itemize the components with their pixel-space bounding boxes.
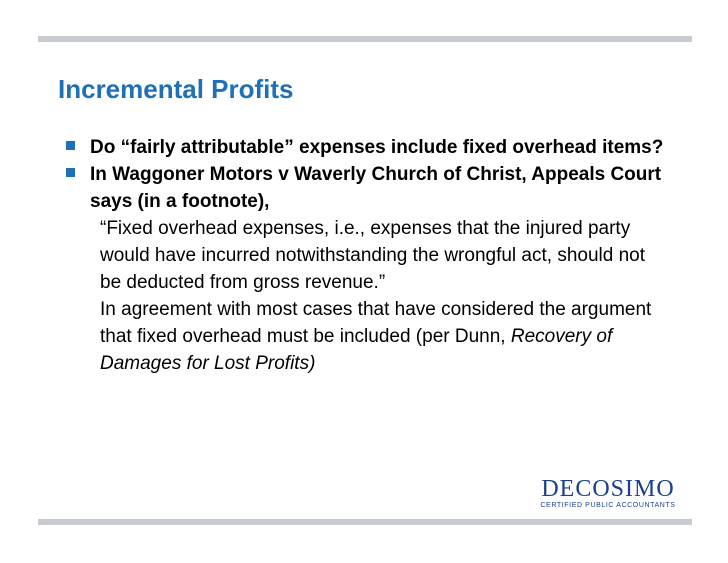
- logo-tagline: CERTIFIED PUBLIC ACCOUNTANTS: [540, 502, 676, 509]
- bottom-divider: [38, 519, 692, 525]
- logo-name: DECOSIMO: [541, 476, 675, 502]
- citation-title: Recovery of Damages for Lost Profits): [100, 326, 613, 374]
- agreement-paragraph: [100, 296, 666, 377]
- square-bullet-icon: [66, 141, 75, 150]
- agreement-text: In agreement with most cases that have considered the argument that fixed overhead must be included (per Dunn,: [100, 299, 652, 347]
- bullet-list: [66, 134, 666, 377]
- slide-title: Incremental Profits: [58, 74, 294, 104]
- court-quote: “Fixed overhead expenses, i.e., expenses that the injured party would have incurred notwithstanding the wrongful act, should not be deducted from gross revenue.”: [100, 218, 646, 293]
- bullet-item: [66, 134, 666, 161]
- company-logo: [540, 477, 676, 509]
- square-bullet-icon: [66, 168, 75, 177]
- bullet-text: Do “fairly attributable” expenses include fixed overhead items?: [90, 137, 664, 158]
- bullet-text: In Waggoner Motors v Waverly Church of Christ, Appeals Court says (in a footnote),: [90, 164, 662, 212]
- bullet-item: [66, 161, 666, 215]
- top-divider: [38, 36, 692, 42]
